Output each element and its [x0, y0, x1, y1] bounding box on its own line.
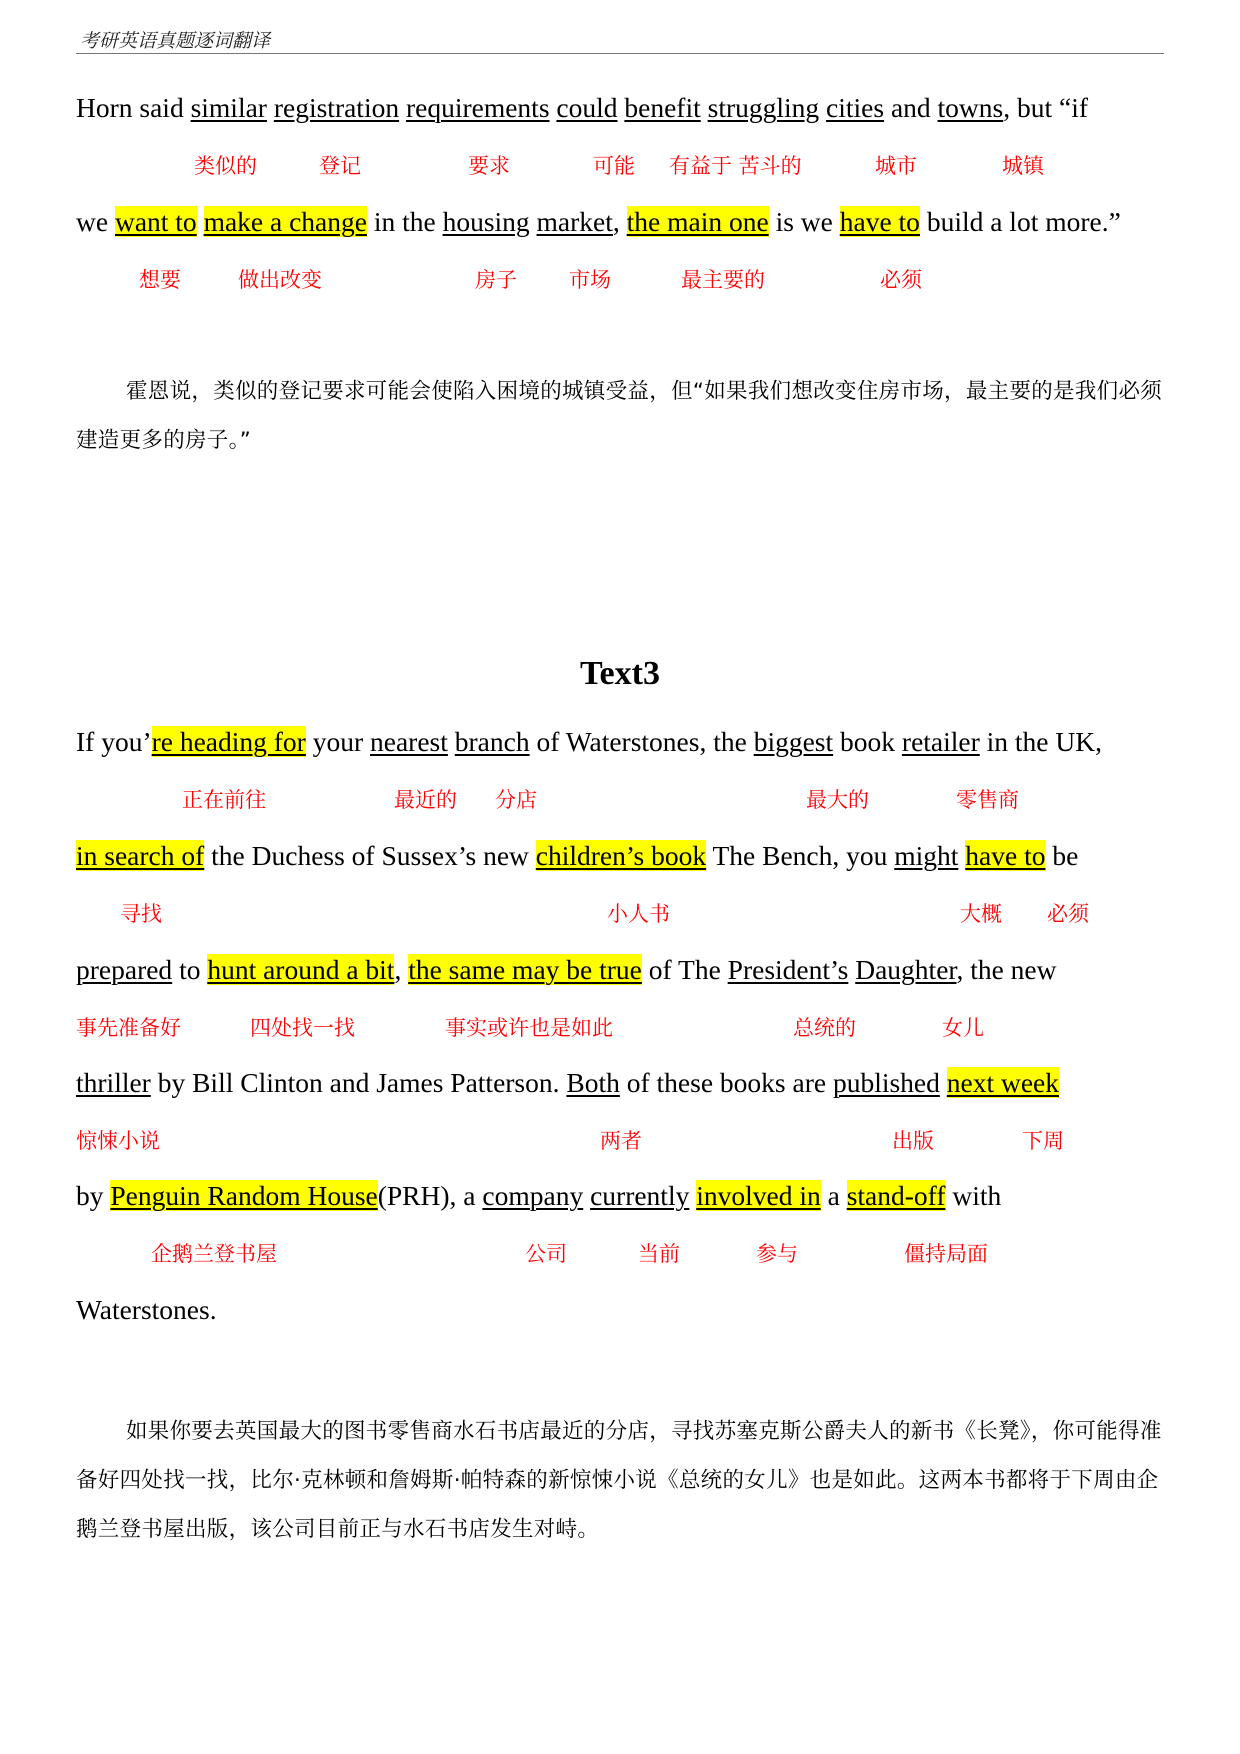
text-run: we	[76, 206, 115, 237]
underlined-word: biggest	[753, 726, 834, 757]
word-translation: 事实或许也是如此	[445, 1016, 613, 1040]
underlined-word: housing	[442, 206, 530, 237]
word-translation: 总统的	[793, 1016, 856, 1040]
chinese-translation-1: 霍恩说，类似的登记要求可能会使陷入困境的城镇受益，但“如果我们想改变住房市场，最主要的是我们必须建造更多的房子。”	[76, 379, 1163, 453]
word-translation: 城镇	[1002, 154, 1044, 178]
word-translation: 最近的	[394, 788, 457, 812]
english-line	[76, 1178, 1168, 1214]
underlined-word: cities	[826, 92, 885, 123]
text-run: build a lot more.”	[919, 206, 1121, 237]
highlighted-phrase: in search of	[76, 840, 205, 871]
word-translation: 有益于 苦斗的	[669, 154, 802, 178]
text-run: be	[1045, 840, 1079, 871]
english-line	[76, 90, 1168, 126]
underlined-word: company	[482, 1180, 584, 1211]
header-divider	[76, 53, 1164, 54]
word-translation: 寻找	[120, 902, 162, 926]
english-line	[76, 724, 1168, 760]
underlined-word: similar	[190, 92, 267, 123]
highlighted-phrase: have to	[839, 206, 920, 237]
text-run: ,	[394, 954, 409, 985]
english-line	[76, 838, 1168, 874]
word-translation: 出版	[892, 1129, 934, 1153]
word-translation: 市场	[569, 268, 611, 292]
underlined-word: thriller	[76, 1067, 151, 1098]
text-run: in the	[366, 206, 443, 237]
highlighted-phrase: the same may be true	[408, 954, 642, 985]
word-translation: 公司	[525, 1242, 567, 1266]
text-run: with	[945, 1180, 1002, 1211]
text-run: book	[833, 726, 902, 757]
word-translation: 可能	[593, 154, 635, 178]
word-translation: 小人书	[607, 902, 670, 926]
text-run: of these books are	[619, 1067, 833, 1098]
section-title: Text3	[580, 655, 660, 692]
text-run: , the new	[956, 954, 1057, 985]
word-translation: 女儿	[942, 1016, 984, 1040]
word-translation: 最主要的	[681, 268, 765, 292]
text-run: of Waterstones, the	[529, 726, 754, 757]
highlighted-phrase: have to	[965, 840, 1046, 871]
text-run	[940, 1067, 947, 1098]
highlighted-phrase: children’s book	[535, 840, 707, 871]
header-title: 考研英语真题逐词翻译	[80, 30, 271, 52]
word-translation: 事先准备好	[76, 1016, 181, 1040]
word-translation: 僵持局面	[904, 1242, 988, 1266]
underlined-word: benefit	[624, 92, 701, 123]
highlighted-phrase: make a change	[203, 206, 367, 237]
highlighted-phrase: hunt around a bit	[207, 954, 395, 985]
underlined-word: nearest	[370, 726, 448, 757]
text-run	[448, 726, 455, 757]
word-translation: 最大的	[806, 788, 869, 812]
word-translation: 要求	[468, 154, 510, 178]
english-line	[76, 1292, 1168, 1328]
text-run: the Duchess of Sussex’s new	[204, 840, 536, 871]
text-run: your	[305, 726, 371, 757]
highlighted-phrase: Penguin Random House	[110, 1180, 378, 1211]
word-translation: 做出改变	[238, 268, 322, 292]
text-run: a	[820, 1180, 847, 1211]
highlighted-phrase: involved in	[696, 1180, 821, 1211]
word-translation: 类似的	[194, 154, 257, 178]
word-translation: 当前	[638, 1242, 680, 1266]
text-run: Waterstones.	[76, 1294, 217, 1325]
text-run	[399, 92, 406, 123]
text-run: The Bench, you	[706, 840, 895, 871]
word-translation: 正在前往	[182, 788, 266, 812]
word-translation: 必须	[1047, 902, 1089, 926]
underlined-word: branch	[454, 726, 530, 757]
underlined-word: requirements	[405, 92, 550, 123]
underlined-word: could	[556, 92, 618, 123]
word-translation: 必须	[880, 268, 922, 292]
word-translation: 下周	[1022, 1129, 1064, 1153]
word-translation: 登记	[319, 154, 361, 178]
underlined-word: might	[894, 840, 959, 871]
text-run	[197, 206, 204, 237]
word-translation: 两者	[600, 1129, 642, 1153]
highlighted-phrase: the main one	[626, 206, 769, 237]
word-translation: 四处找一找	[250, 1016, 355, 1040]
highlighted-phrase: next week	[946, 1067, 1060, 1098]
text-run: Horn said	[76, 92, 191, 123]
english-line	[76, 204, 1168, 240]
highlighted-phrase: want to	[114, 206, 197, 237]
text-run: by Bill Clinton and James Patterson.	[150, 1067, 567, 1098]
text-run	[530, 206, 537, 237]
word-translation: 零售商	[956, 788, 1019, 812]
text-run	[701, 92, 708, 123]
underlined-word: currently	[590, 1180, 690, 1211]
word-translation: 参与	[756, 1242, 798, 1266]
text-run	[819, 92, 826, 123]
highlighted-phrase: re heading for	[151, 726, 306, 757]
word-translation: 惊悚小说	[76, 1129, 160, 1153]
word-translation: 城市	[875, 154, 917, 178]
underlined-word: prepared	[76, 954, 173, 985]
text-run: and	[884, 92, 938, 123]
text-run: ,	[612, 206, 627, 237]
word-translation: 企鹅兰登书屋	[151, 1242, 277, 1266]
word-translation: 房子	[475, 268, 517, 292]
highlighted-phrase: stand-off	[846, 1180, 946, 1211]
underlined-word: Daughter	[855, 954, 957, 985]
text-run: to	[172, 954, 208, 985]
underlined-word: struggling	[707, 92, 820, 123]
text-run: in the UK,	[979, 726, 1102, 757]
text-run: , but “if	[1003, 92, 1089, 123]
text-run	[267, 92, 274, 123]
text-run: is we	[768, 206, 840, 237]
word-translation: 大概	[960, 902, 1002, 926]
underlined-word: published	[832, 1067, 940, 1098]
text-run: If you’	[76, 726, 152, 757]
chinese-translation-2: 如果你要去英国最大的图书零售商水石书店最近的分店，寻找苏塞克斯公爵夫人的新书《长凳》，你可能得准备好四处找一找，比尔·克林顿和詹姆斯·帕特森的新惊悚小说《总统的女儿》也是如此。这两本书都将于下周由企鹅兰登书屋出版，该公司目前正与水石书店发生对峙。	[76, 1419, 1162, 1542]
underlined-word: towns	[937, 92, 1004, 123]
word-translation: 分店	[495, 788, 537, 812]
underlined-word: retailer	[901, 726, 980, 757]
underlined-word: market	[536, 206, 613, 237]
underlined-word: Both	[566, 1067, 620, 1098]
text-run: of The	[641, 954, 728, 985]
underlined-word: President’s	[727, 954, 849, 985]
english-line	[76, 1065, 1168, 1101]
text-run: by	[76, 1180, 111, 1211]
word-translation: 想要	[139, 268, 181, 292]
text-run: (PRH), a	[377, 1180, 483, 1211]
underlined-word: registration	[273, 92, 400, 123]
english-line	[76, 952, 1168, 988]
